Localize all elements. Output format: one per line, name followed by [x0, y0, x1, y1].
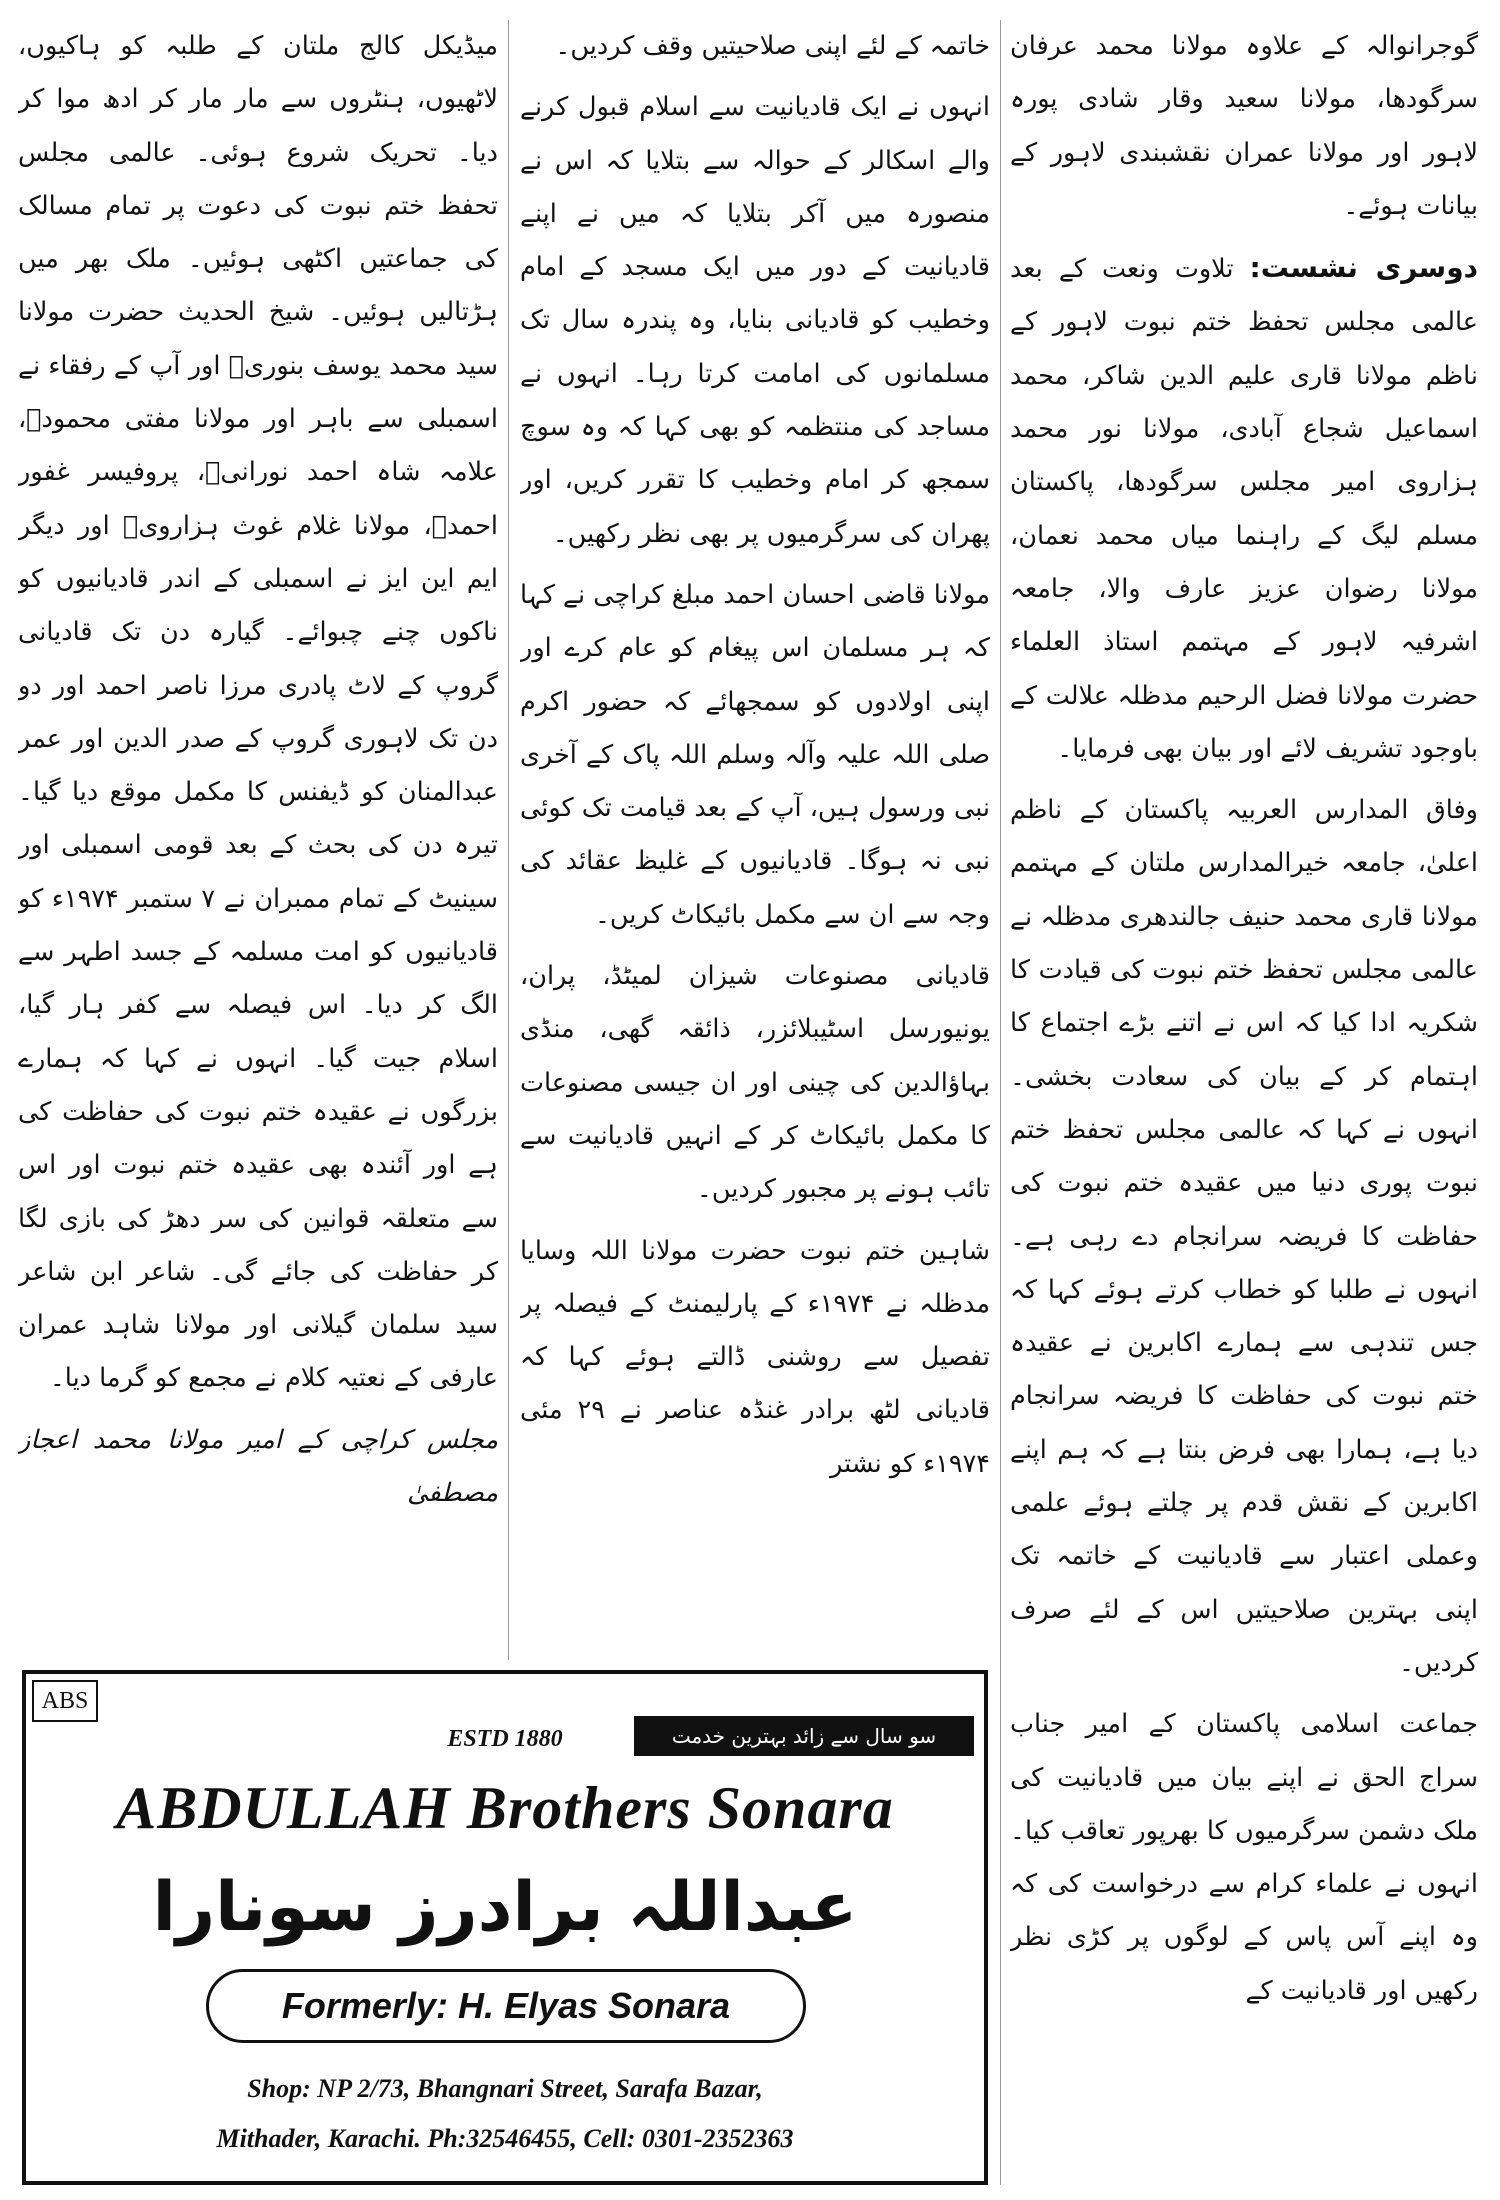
section-heading: دوسری نشست: [1249, 251, 1478, 285]
paragraph: میڈیکل کالج ملتان کے طلبہ کو ہاکیوں، لاٹھیوں، ہنٹروں سے مار مار کر ادھ موا کر دیا۔ تحریک شروع ہوئی۔ عالمی مجلس تحفظ ختم نبوت کی دعوت پر تمام مسالک کی جماعتیں اکٹھی ہوئیں۔ ملک بھر میں ہڑتالیں ہوئیں۔ شیخ الحدیث حضرت مولانا سید محمد یوسف بنوریؒ اور آپ کے رفقاء نے اسمبلی سے باہر اور مولانا مفتی محمودؒ، علامہ شاہ احمد نورانیؒ، پروفیسر غفور احمدؒ، مولانا غلام غوث ہزارویؒ اور دیگر ایم این ایز نے اسمبلی کے اندر قادیانیوں کو ناکوں چنے چبوائے۔ گیارہ دن تک قادیانی گروپ کے لاٹ پادری مرزا ناصر احمد اور دو دن تک لاہوری گروپ کے صدر الدین اور عمر عبدالمنان کو ڈیفنس کا مکمل موقع دیا گیا۔ تیرہ دن کی بحث کے بعد قومی اسمبلی اور سینیٹ کے تمام ممبران نے ۷ ستمبر ۱۹۷۴ء کو قادیانیوں کو امت مسلمہ کے جسد اطہر سے الگ کر دیا۔ اس فیصلہ سے کفر ہار گیا، اسلام جیت گیا۔ انہوں نے کہا کہ ہمارے بزرگوں نے عقیدہ ختم نبوت کی حفاظت کی ہے اور آئندہ بھی عقیدہ ختم نبوت اور اس سے متعلقہ قوانین کی سر دھڑ کی بازی لگا کر حفاظت کی جائے گی۔ شاعر ابن شاعر سید سلمان گیلانی اور مولانا شاہد عمران عارفی کے نعتیہ کلام نے مجمع کو گرما دیا۔ [18, 31, 498, 1394]
paragraph: مجلس کراچی کے امیر مولانا محمد اعجاز مصطفیٰ [18, 1424, 498, 1509]
ad-address: Shop: NP 2/73, Bhangnari Street, Sarafa Bazar, [247, 2074, 763, 2103]
ad-business-name-urdu: عبداللہ برادرز سونارا [152, 1868, 858, 1947]
ad-contact: Mithader, Karachi. Ph:32546455, Cell: 0301-2352363 [216, 2124, 794, 2153]
paragraph: مولانا قاضی احسان احمد مبلغ کراچی نے کہا کہ ہر مسلمان اس پیغام کو عام کرے اور اپنی اولادوں کو سمجھائے کہ حضور اکرم صلی اللہ علیہ وآلہ وسلم اللہ پاک کے آخری نبی ورسول ہیں، آپ کے بعد قیامت تک کوئی نبی نہ ہوگا۔ قادیانیوں کے غلیظ عقائد کی وجہ سے ان سے مکمل بائیکاٹ کریں۔ [520, 579, 990, 930]
jeweler-advertisement [22, 1670, 988, 2185]
article-column-left [18, 20, 498, 1660]
paragraph: جماعت اسلامی پاکستان کے امیر جناب سراج الحق نے اپنے بیان میں قادیانیت کی ملک دشمن سرگرمیوں کا بھرپور تعاقب کیا۔ انہوں نے علماء کرام سے درخواست کی کہ وہ اپنے آس پاس کے لوگوں پر کڑی نظر رکھیں اور قادیانیت کے [1010, 1709, 1478, 2006]
paragraph: شاہین ختم نبوت حضرت مولانا اللہ وسایا مدظلہ نے ۱۹۷۴ء کے پارلیمنٹ کے فیصلہ پر تفصیل سے روشنی ڈالتے ہوئے کہا کہ قادیانی لٹھ برادر غنڈہ عناصر نے ۲۹ مئی ۱۹۷۴ء کو نشتر [520, 1235, 990, 1479]
paragraph: گوجرانوالہ کے علاوہ مولانا محمد عرفان سرگودھا، مولانا سعید وقار شادی پورہ لاہور اور مولانا عمران نقشبندی لاہور کے بیانات ہوئے۔ [1010, 31, 1478, 221]
ad-established: ESTD 1880 [447, 1726, 563, 1752]
column-divider [508, 20, 509, 1660]
article-column-right [1010, 20, 1478, 2185]
paragraph: قادیانی مصنوعات شیزان لمیٹڈ، پران، یونیورسل اسٹیبلائزر، ذائقہ گھی، منڈی بہاؤالدین کی چینی اور ان جیسی مصنوعات کا مکمل بائیکاٹ کر کے انہیں قادیانیت سے تائب ہونے پر مجبور کردیں۔ [520, 961, 990, 1205]
paragraph: وفاق المدارس العربیہ پاکستان کے ناظم اعلیٰ، جامعہ خیرالمدارس ملتان کے مہتمم مولانا قاری محمد حنیف جالندھری مدظلہ نے عالمی مجلس تحفظ ختم نبوت کی قیادت کا شکریہ ادا کیا کہ اس نے اتنے بڑے اجتماع کا اہتمام کر کے بیان کی سعادت بخشی۔ انہوں نے کہا کہ عالمی مجلس تحفظ ختم نبوت پوری دنیا میں عقیدہ ختم نبوت کی حفاظت کا فریضہ سرانجام دے رہی ہے۔ انہوں نے طلبا کو خطاب کرتے ہوئے کہا کہ جس تندہی سے ہمارے اکابرین نے عقیدہ ختم نبوت کی حفاظت کا فریضہ سرانجام دیا ہے، ہمارا بھی فرض بنتا ہے کہ ہم اپنے اکابرین کے نقش قدم پر چلتے ہوئے علمی وعملی اعتبار سے قادیانیت کے خاتمہ تک اپنی بہترین صلاحیتیں اس کے لئے صرف کردیں۔ [1010, 795, 1478, 1678]
ad-tagline: سو سال سے زائد بہترین خدمت [634, 1716, 974, 1756]
ad-logo-badge: ABS [32, 1680, 98, 1722]
paragraph: خاتمہ کے لئے اپنی صلاحیتیں وقف کردیں۔ [555, 31, 990, 61]
ad-formerly-pill: Formerly: H. Elyas Sonara [206, 1969, 806, 2043]
column-divider [1000, 20, 1001, 2185]
paragraph [1010, 241, 1478, 776]
ad-business-name: ABDULLAH Brothers Sonara [116, 1775, 894, 1841]
paragraph: انہوں نے ایک قادیانیت سے اسلام قبول کرنے والے اسکالر کے حوالہ سے بتلایا کہ اس نے منصورہ میں آکر بتلایا کہ میں نے اپنے قادیانیت کے دور میں ایک مسجد کے امام وخطیب کو قادیانی بنایا، وہ پندرہ سال تک مسلمانوں کی امامت کرتا رہا۔ انہوں نے مساجد کی منتظمہ کو بھی کہا کہ وہ سوچ سمجھ کر امام وخطیب کا تقرر کریں، اور پھران کی سرگرمیوں پر بھی نظر رکھیں۔ [520, 92, 990, 549]
paragraph-text: تلاوت ونعت کے بعد عالمی مجلس تحفظ ختم نبوت لاہور کے ناظم مولانا قاری علیم الدین شاکر، محمد اسماعیل شجاع آبادی، مولانا نور محمد ہزاروی امیر مجلس سرگودھا، پاکستان مسلم لیگ کے راہنما میاں محمد نعمان، مولانا رضوان عزیز عارف والا، جامعہ اشرفیہ لاہور کے مہتمم استاذ العلماء حضرت مولانا فضل الرحیم مدظلہ علالت کے باوجود تشریف لائے اور بیان بھی فرمایا۔ [1010, 254, 1478, 764]
article-column-middle [520, 20, 990, 1660]
